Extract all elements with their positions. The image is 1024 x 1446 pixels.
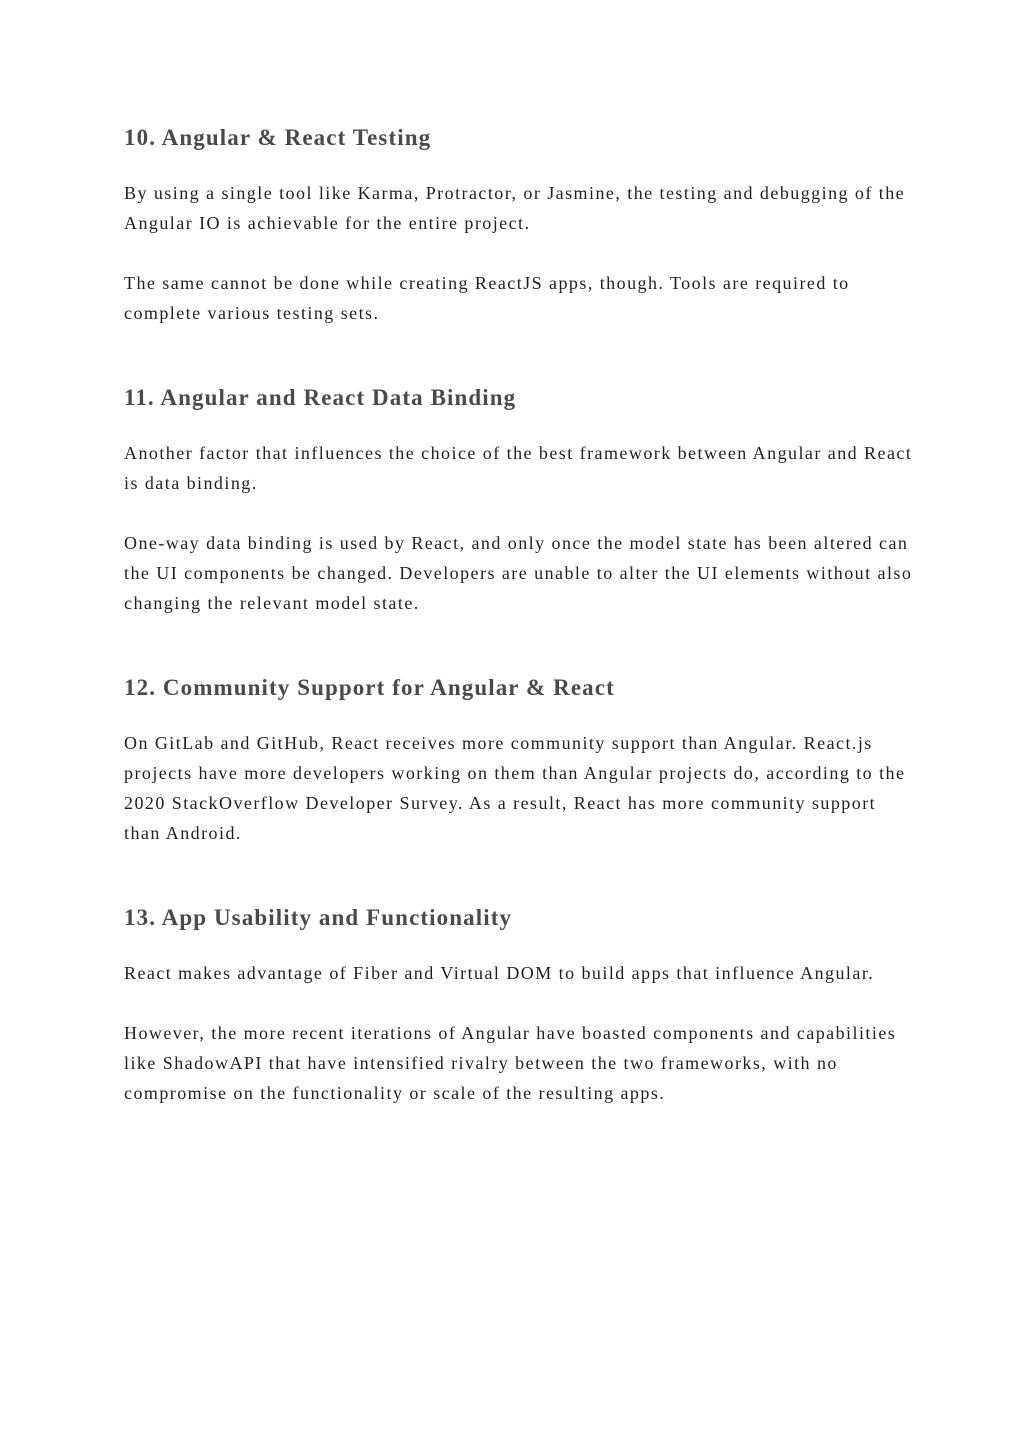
section-paragraph: On GitLab and GitHub, React receives more community support than Angular. React.js projects have more developers working on them than Angular projects do, according to the 2020 StackOverflow Developer Survey. As a result, React has more community support than Android. xyxy=(124,733,906,843)
section-paragraph: The same cannot be done while creating ReactJS apps, though. Tools are required to complete various testing sets. xyxy=(124,273,850,323)
section-heading: 12. Community Support for Angular & React xyxy=(124,675,615,700)
section-paragraph: One-way data binding is used by React, and only once the model state has been altered can the UI components be changed. Developers are unable to alter the UI elements without also changing the relevant model state. xyxy=(124,533,913,613)
section-community-support xyxy=(124,672,914,848)
document-content xyxy=(124,122,914,1108)
section-heading: 10. Angular & React Testing xyxy=(124,125,432,150)
section-paragraph: However, the more recent iterations of Angular have boasted components and capabilities like ShadowAPI that have intensified rivalry between the two frameworks, with no compromise on the functionality or scale of the resulting apps. xyxy=(124,1023,897,1103)
section-angular-react-testing xyxy=(124,122,914,328)
section-paragraph: React makes advantage of Fiber and Virtual DOM to build apps that influence Angular. xyxy=(124,963,875,983)
section-data-binding xyxy=(124,382,914,618)
section-usability-functionality xyxy=(124,902,914,1108)
section-paragraph: By using a single tool like Karma, Protractor, or Jasmine, the testing and debugging of the Angular IO is achievable for the entire project. xyxy=(124,183,906,233)
section-paragraph: Another factor that influences the choice of the best framework between Angular and React is data binding. xyxy=(124,443,913,493)
section-heading: 11. Angular and React Data Binding xyxy=(124,385,517,410)
section-heading: 13. App Usability and Functionality xyxy=(124,905,513,930)
